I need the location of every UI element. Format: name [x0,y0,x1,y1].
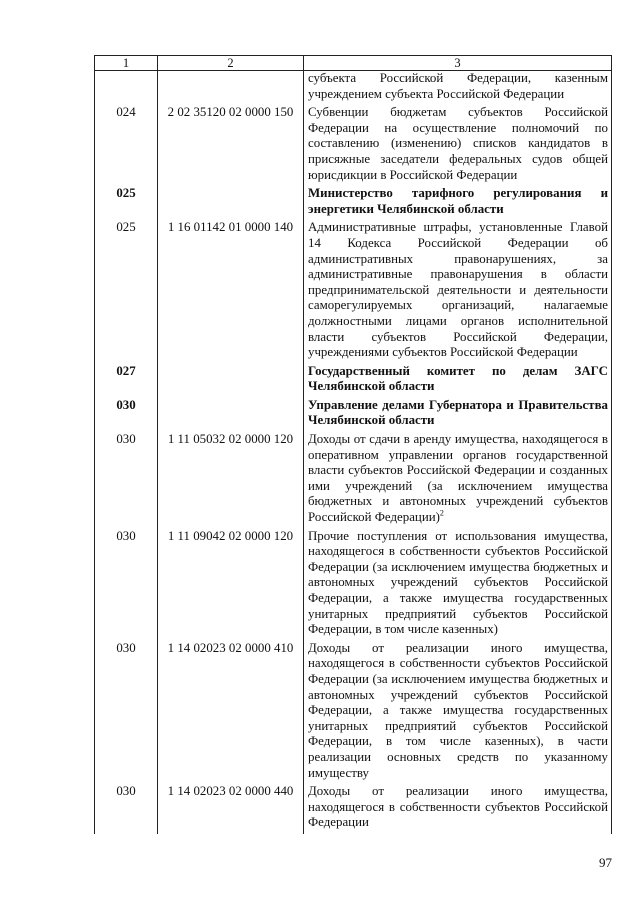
description-text: Доходы от сдачи в аренду имущества, находящегося в оперативном управлении органов государственной власти субъектов Российской Федерации и созданных ими учреждений (за исключением имущества бюджетных и автономных учреждений субъектов Российской Федерации) [308,432,608,525]
column-header-2: 2 [158,56,304,71]
table-row [95,529,612,641]
table-row [95,364,612,398]
table-body [95,71,612,834]
table-row [95,432,612,529]
admin-code-cell: 030 [95,398,158,432]
admin-code-cell: 030 [95,432,158,529]
revenue-description-cell [304,105,612,186]
description-text: субъекта Российской Федерации, казенным учреждением субъекта Российской Федерации [308,71,608,101]
table-row [95,641,612,784]
revenue-code-cell [158,398,304,432]
table-row [95,220,612,363]
page-number: 97 [599,855,612,870]
admin-code-cell: 025 [95,186,158,220]
description-text: Доходы от реализации иного имущества, находящегося в собственности субъектов Российской Федерации [308,784,608,830]
description-text: Государственный комитет по делам ЗАГС Челябинской области [308,363,608,394]
revenue-description-cell [304,641,612,784]
revenue-code-cell: 1 11 09042 02 0000 120 [158,529,304,641]
revenue-code-cell: 1 14 02023 02 0000 440 [158,784,304,834]
admin-code-cell: 024 [95,105,158,186]
revenue-description-cell [304,784,612,834]
revenue-code-cell: 2 02 35120 02 0000 150 [158,105,304,186]
description-text: Субвенции бюджетам субъектов Российской Федерации на осуществление полномочий по составлению (изменению) списков кандидатов в присяжные заседатели федеральных судов общей юрисдикции в Российской Федерации [308,105,608,182]
revenue-code-cell [158,71,304,106]
revenue-description-cell [304,220,612,363]
revenue-description-cell [304,364,612,398]
revenue-code-cell: 1 11 05032 02 0000 120 [158,432,304,529]
budget-code-table [94,55,612,834]
revenue-description-cell [304,398,612,432]
column-header-1: 1 [95,56,158,71]
table-row [95,784,612,834]
footnote-marker: 2 [439,508,444,518]
table-row [95,71,612,106]
admin-code-cell: 025 [95,220,158,363]
description-text: Прочие поступления от использования имущества, находящегося в собственности субъектов Российской Федерации (за исключением имущества бюджетных и автономных учреждений субъектов Российской Федерации, а также имущества государственных унитарных предприятий субъектов Российской Федерации, в том числе казенных) [308,528,608,637]
column-header-3: 3 [304,56,612,71]
revenue-code-cell [158,364,304,398]
revenue-description-cell [304,186,612,220]
admin-code-cell [95,71,158,106]
revenue-code-cell [158,186,304,220]
description-text: Административные штрафы, установленные Главой 14 Кодекса Российской Федерации об административных правонарушениях, за административные правонарушения в области предпринимательской деятельности и деятельности саморегулируемых организаций, налагаемые должностными лицами органов исполнительной власти субъектов Российской Федерации, учреждениями субъектов Российской Федерации [308,220,608,360]
revenue-description-cell [304,432,612,529]
admin-code-cell: 030 [95,784,158,834]
revenue-code-cell: 1 14 02023 02 0000 410 [158,641,304,784]
admin-code-cell: 027 [95,364,158,398]
description-text: Управление делами Губернатора и Правительства Челябинской области [308,397,608,428]
revenue-description-cell [304,529,612,641]
table-row [95,186,612,220]
revenue-description-cell [304,71,612,106]
admin-code-cell: 030 [95,529,158,641]
table-row [95,105,612,186]
admin-code-cell: 030 [95,641,158,784]
description-text: Министерство тарифного регулирования и энергетики Челябинской области [308,186,608,216]
description-text: Доходы от реализации иного имущества, находящегося в собственности субъектов Российской Федерации (за исключением имущества бюджетных и автономных учреждений субъектов Российской Федерации, а также имущества государственных унитарных предприятий субъектов Российской Федерации, в том числе казенных), в части реализации основных средств по указанному имуществу [308,640,608,780]
revenue-code-cell: 1 16 01142 01 0000 140 [158,220,304,363]
table-header-row [95,56,612,71]
table-row [95,398,612,432]
